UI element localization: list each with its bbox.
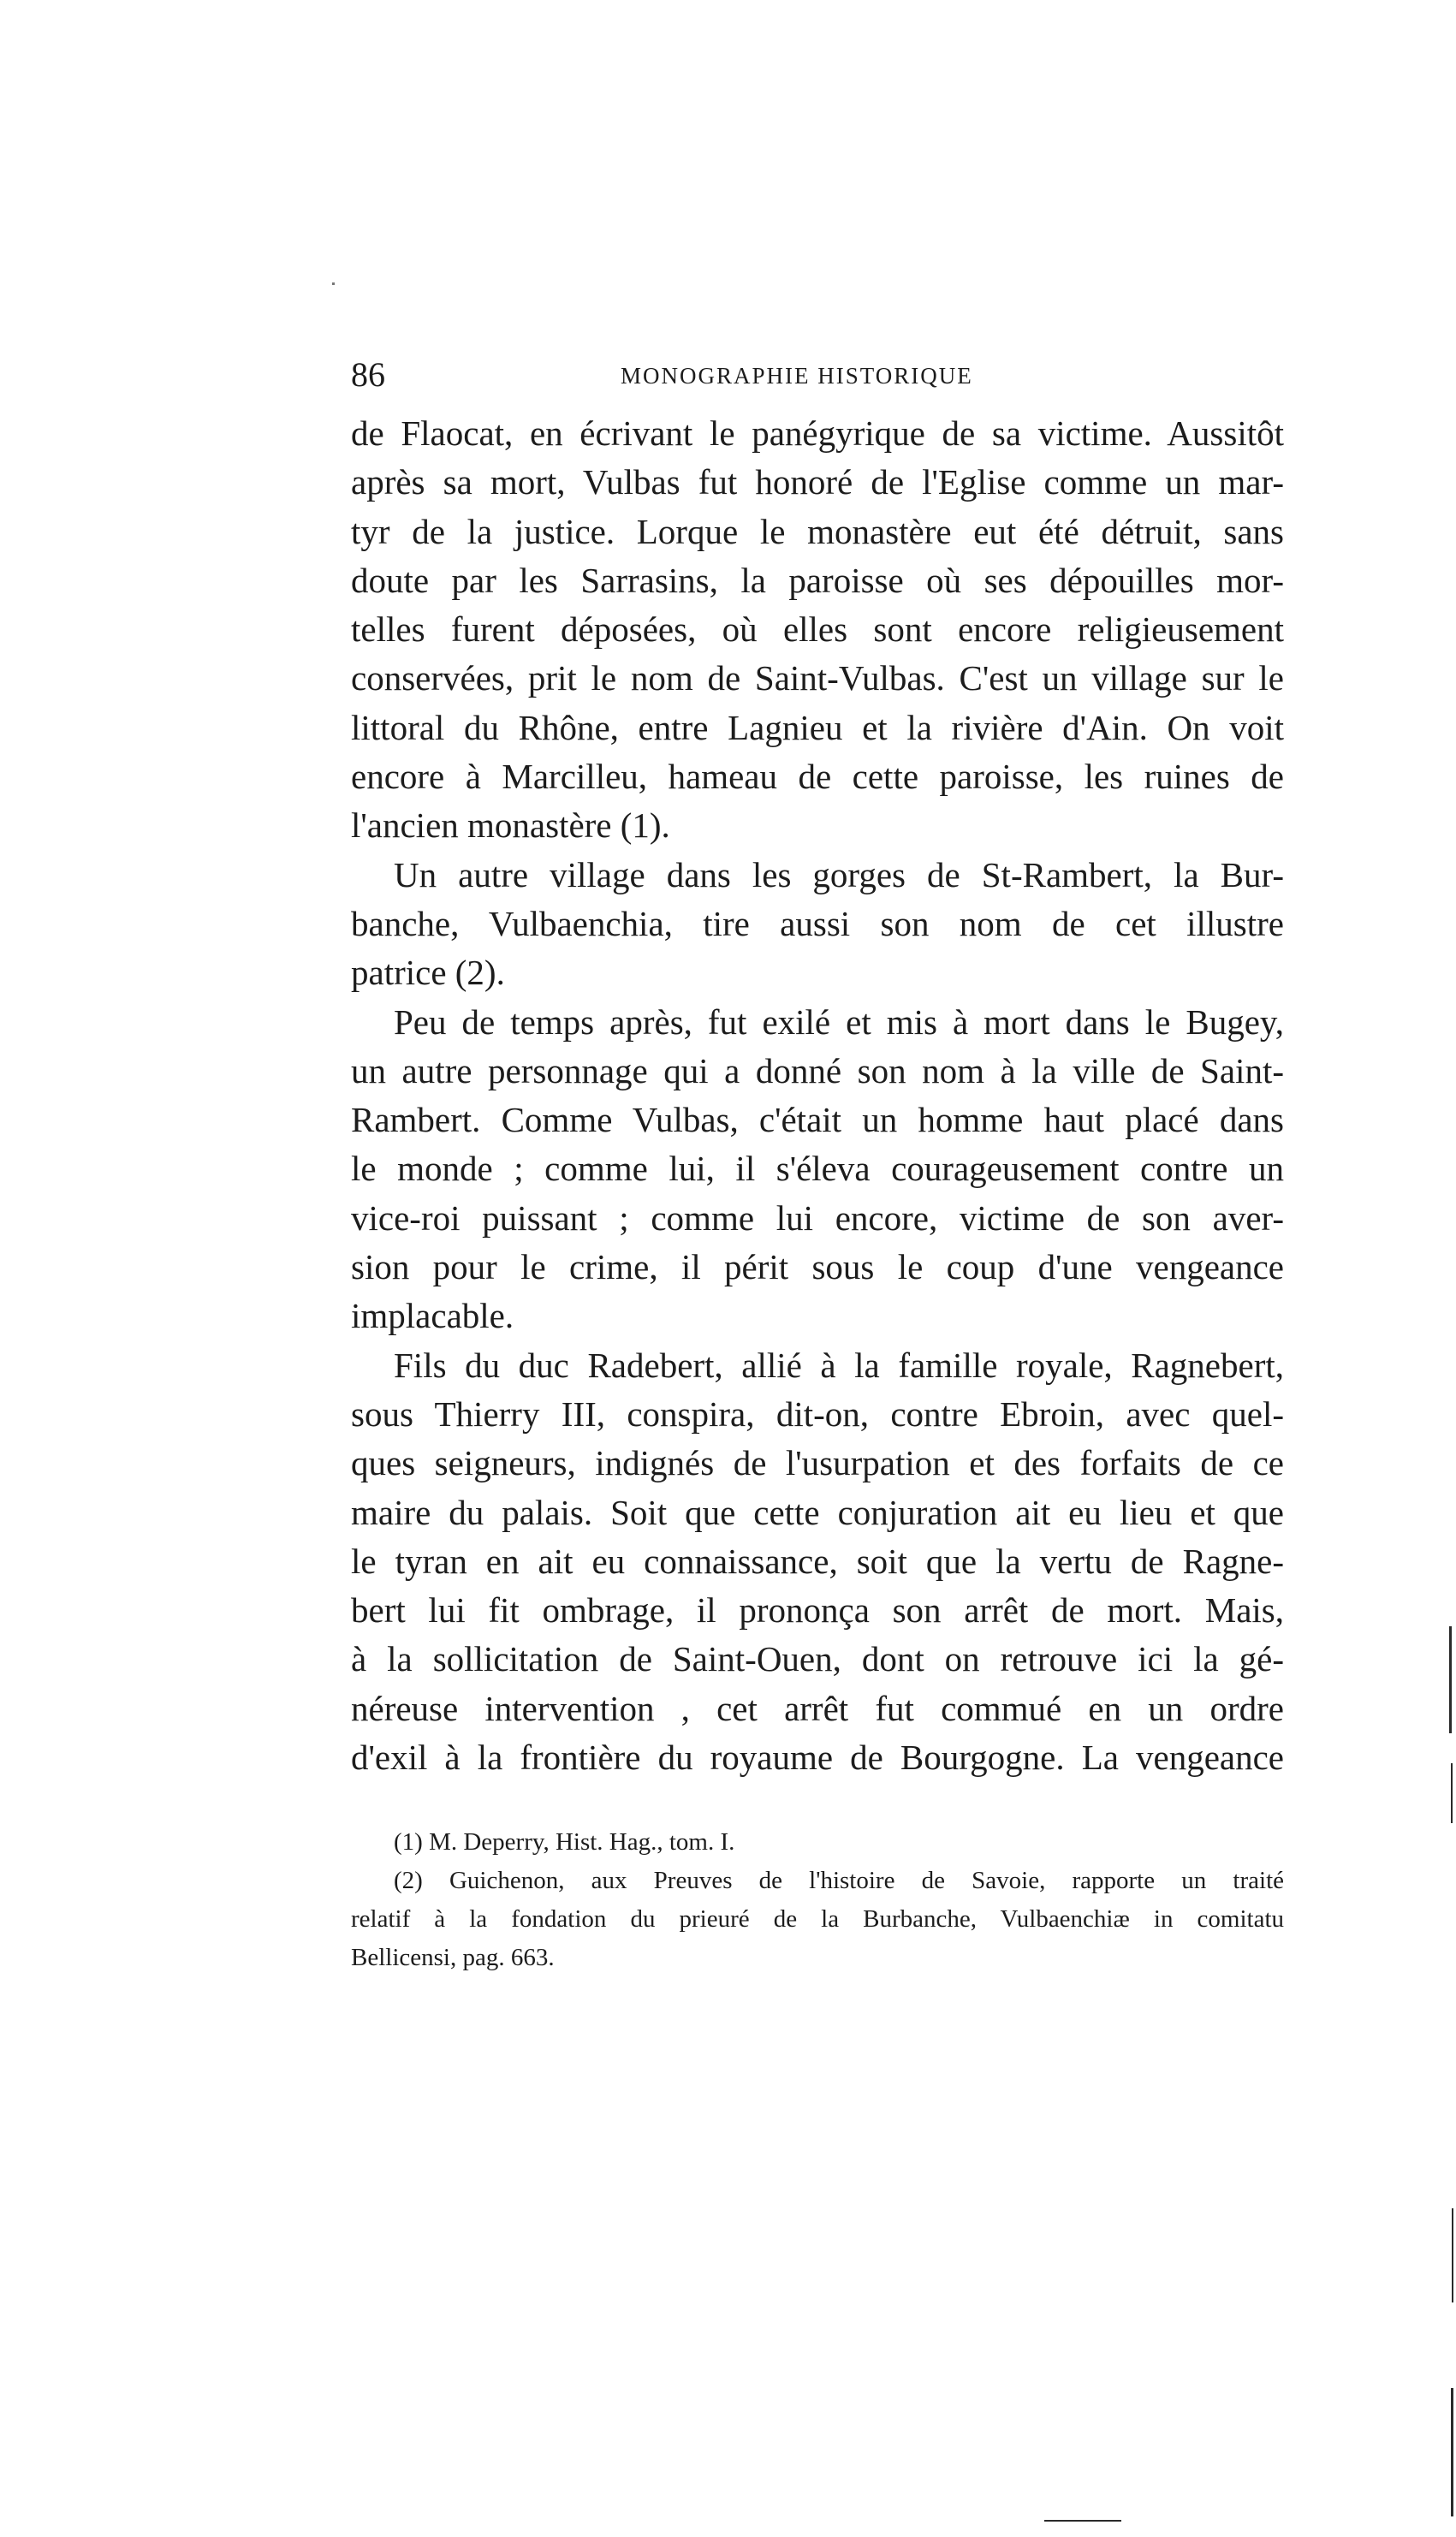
text-line: tyr de la justice. Lorque le monastère eut été détruit, sans bbox=[351, 511, 1284, 551]
text-line: conservées, prit le nom de Saint-Vulbas. C'est un village sur le bbox=[351, 658, 1284, 698]
text-line: sion pour le crime, il périt sous le coup d'une vengeance bbox=[351, 1247, 1284, 1287]
text-line: telles furent déposées, où elles sont encore religieusement bbox=[351, 609, 1284, 650]
page-number: 86 bbox=[351, 355, 385, 394]
text-line: littoral du Rhône, entre Lagnieu et la rivière d'Ain. On voit bbox=[351, 707, 1284, 747]
text-line: encore à Marcilleu, hameau de cette paroisse, les ruines de bbox=[351, 757, 1284, 797]
footnote-line: relatif à la fondation du prieuré de la Burbanche, Vulbaenchiæ in comitatu bbox=[351, 1905, 1284, 1933]
scan-edge-mark bbox=[1449, 1626, 1452, 1733]
text-line: implacable. bbox=[351, 1296, 514, 1336]
running-title: MONOGRAPHIE HISTORIQUE bbox=[621, 363, 973, 389]
footnote-line: Bellicensi, pag. 663. bbox=[351, 1944, 555, 1971]
paragraph-4 bbox=[351, 1341, 1284, 1783]
text-line: doute par les Sarrasins, la paroisse où ses dépouilles mor- bbox=[351, 560, 1284, 600]
paragraph-3 bbox=[351, 998, 1284, 1341]
text-line: vice-roi puissant ; comme lui encore, victime de son aver- bbox=[351, 1197, 1284, 1238]
text-line: d'exil à la frontière du royaume de Bourgogne. La vengeance bbox=[351, 1738, 1284, 1778]
text-line: l'ancien monastère (1). bbox=[351, 805, 670, 846]
scan-speck bbox=[332, 282, 335, 285]
text-line: bert lui fit ombrage, il prononça son arrêt de mort. Mais, bbox=[351, 1590, 1284, 1631]
paragraph-1 bbox=[351, 409, 1284, 851]
footnote-2 bbox=[351, 1862, 1284, 1977]
text-line: après sa mort, Vulbas fut honoré de l'Eglise comme un mar- bbox=[351, 462, 1284, 502]
text-line: Rambert. Comme Vulbas, c'était un homme haut placé dans bbox=[351, 1100, 1284, 1140]
text-line: sous Thierry III, conspira, dit-on, contre Ebroin, avec quel- bbox=[351, 1393, 1284, 1434]
footnote-line: (1) M. Deperry, Hist. Hag., tom. I. bbox=[394, 1828, 735, 1856]
scan-edge-mark bbox=[1451, 2388, 1453, 2516]
text-line: néreuse intervention , cet arrêt fut commué en un ordre bbox=[351, 1688, 1284, 1728]
scan-bottom-mark bbox=[1044, 2520, 1121, 2522]
text-line: Fils du duc Radebert, allié à la famille royale, Ragnebert, bbox=[394, 1345, 1284, 1385]
text-line: Un autre village dans les gorges de St-Rambert, la Bur- bbox=[394, 854, 1284, 894]
running-head bbox=[351, 351, 1284, 399]
text-line: le tyran en ait eu connaissance, soit que la vertu de Ragne- bbox=[351, 1541, 1284, 1581]
scan-edge-mark bbox=[1452, 2208, 1453, 2302]
paragraph-2 bbox=[351, 851, 1284, 998]
footnote-1 bbox=[351, 1823, 1284, 1862]
text-line: maire du palais. Soit que cette conjuration ait eu lieu et que bbox=[351, 1492, 1284, 1532]
text-line: Peu de temps après, fut exilé et mis à mort dans le Bugey, bbox=[394, 1001, 1284, 1042]
text-line: patrice (2). bbox=[351, 953, 505, 993]
footnotes bbox=[351, 1823, 1284, 1977]
text-line: ques seigneurs, indignés de l'usurpation et des forfaits de ce bbox=[351, 1443, 1284, 1483]
scan-edge-mark bbox=[1451, 1763, 1453, 1823]
text-line: banche, Vulbaenchia, tire aussi son nom de cet illustre bbox=[351, 903, 1284, 943]
text-line: le monde ; comme lui, il s'éleva courageusement contre un bbox=[351, 1149, 1284, 1189]
text-line: de Flaocat, en écrivant le panégyrique de sa victime. Aussitôt bbox=[351, 413, 1284, 453]
text-line: à la sollicitation de Saint-Ouen, dont on retrouve ici la gé- bbox=[351, 1639, 1284, 1679]
text-line: un autre personnage qui a donné son nom à la ville de Saint- bbox=[351, 1050, 1284, 1090]
footnote-line: (2) Guichenon, aux Preuves de l'histoire de Savoie, rapporte un traité bbox=[394, 1867, 1284, 1894]
body-text bbox=[351, 409, 1284, 1782]
